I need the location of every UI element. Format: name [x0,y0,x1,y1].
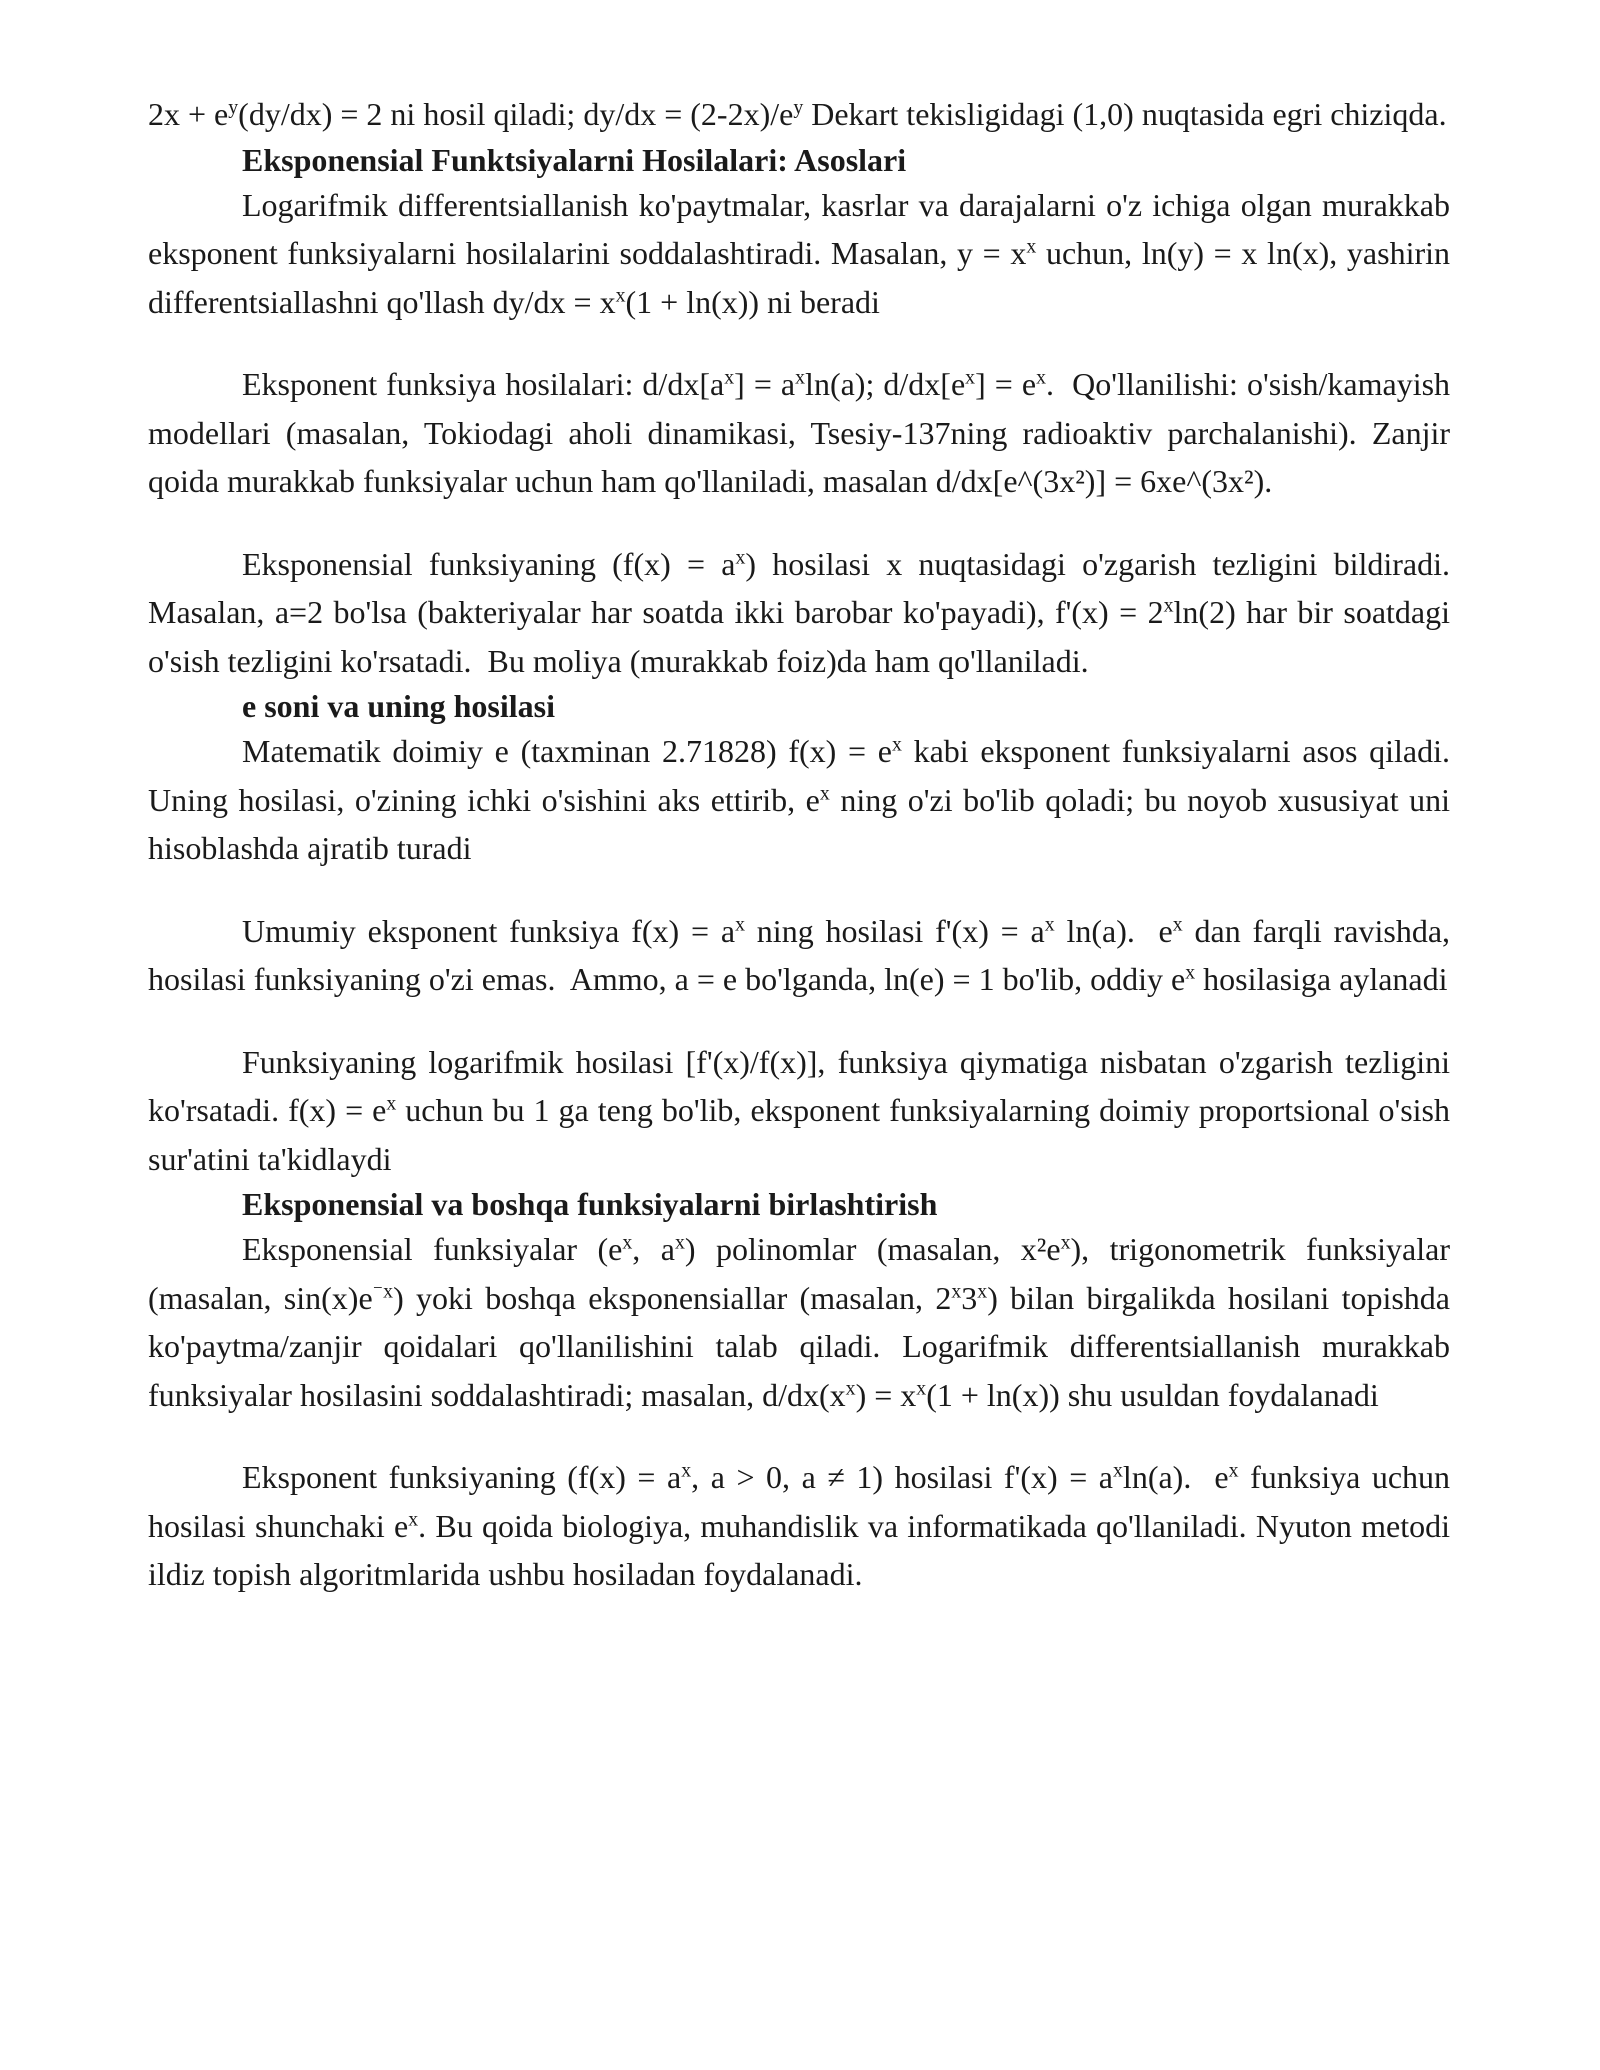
paragraph-rate-of-change: Eksponensial funksiyaning $(f(x) = a^x)$ hosilasi x nuqtasidagi o'zgarish tezligini bildiradi. Masalan, a=2 bo'lsa (bakteriyalar har soatda ikki barobar ko'payadi), $f'(x) = 2^x\ln(2)$ har bir soatdagi o'sish tezligini ko'rsatadi. Bu moliya (murakkab foiz)da ham qo'llaniladi. [148,545,1451,679]
heading-combining-functions: Eksponensial va boshqa funksiyalarni birlashtirish [242,1186,938,1222]
heading-exponential-basics: Eksponensial Funktsiyalarni Hosilalari: Asoslari [242,141,907,178]
document-page [148,90,1450,1599]
paragraph-combined-derivatives: Eksponensial funksiyalar ($e^x$, $a^x$) polinomlar (masalan, $x^2e^x$), trigonometrik funksiyalar (masalan, $\sin(x)e^{^-x}$) yoki boshqa eksponensiallar (masalan, 2$^x$3$^x$) bilan birgalikda hosilani topishda ko'paytma/zanjir qoidalari qo'llanilishini talab qiladi. Logarifmik differentsiallanish murakkab funksiyalar hosilasini soddalashtiradi; masalan, $d/dx(x^x) = x^x(1 + \ln(x))$ shu usuldan foydalanadi [148,1231,1451,1413]
paragraph-log-differentiation: Logarifmik differentsiallanish ko'paytmalar, kasrlar va darajalarni o'z ichiga olgan murakkab eksponent funksiyalarni hosilalarini soddalashtiradi. Masalan, $y = x^x$ uchun, ln(y) = x ln(x), yashirin differentsiallashni qo'llash $dy/dx = x^x(1 + \ln(x))$ ni beradi [148,186,1451,320]
paragraph-log-derivative: Funksiyaning logarifmik hosilasi [f'(x)/f(x)], funksiya qiymatiga nisbatan o'zgarish tezligini ko'rsatadi. $f(x) = e^x$ uchun bu 1 ga teng bo'lib, eksponent funksiyalarning doimiy proportsional o'sish sur'atini ta'kidlaydi [148,1043,1451,1177]
paragraph-general-exponent: Umumiy eksponent funksiya $f(x) = a^x$ ning hosilasi $f'(x) = a^x$ ln(a). $e^x$ dan farqli ravishda, hosilasi funksiyaning o'zi emas. Ammo, a = e bo'lganda, ln(e) = 1 bo'lib, oddiy $e^x$ hosilasiga aylanadi [148,912,1451,997]
heading-e-number: e soni va uning hosilasi [242,688,555,724]
paragraph-exponent-derivatives: Eksponent funksiya hosilalari: $d/dx[a^x] = a^x\ln(a)$; $d/dx[e^x] = e^x$. Qo'llanilishi: o'sish/kamayish modellari (masalan, Tokiodagi aholi dinamikasi, Tsesiy-137ning radioaktiv parchalanishi). Zanjir qoida murakkab funksiyalar uchun ham qo'llaniladi, masalan d/dx[e^(3x²)] = 6xe^(3x²). [148,366,1451,499]
paragraph-e-constant: Matematik doimiy e (taxminan 2.71828) $f(x) = e^x$ kabi eksponent funksiyalarni asos qiladi. Uning hosilasi, o'zining ichki o'sishini aks ettirib, $e^x$ ning o'zi bo'lib qoladi; bu noyob xususiyat uni hisoblashda ajratib turadi [148,733,1451,866]
paragraph-intro: $2x + e^y(dy/dx) = 2$ ni hosil qiladi; $dy/dx = (2-2x)/e^y$ Dekart tekisligidagi (1,0) nuqtasida egri chiziqda. [148,96,1447,132]
paragraph-applications: Eksponent funksiyaning ($f(x) = a^x$, a > 0, a ≠ 1) hosilasi $f'(x) = a^x\ln(a)$. $e^x$ funksiya uchun hosilasi shunchaki $e^x$. Bu qoida biologiya, muhandislik va informatikada qo'llaniladi. Nyuton metodi ildiz topish algoritmlarida ushbu hosiladan foydalanadi. [148,1459,1451,1592]
